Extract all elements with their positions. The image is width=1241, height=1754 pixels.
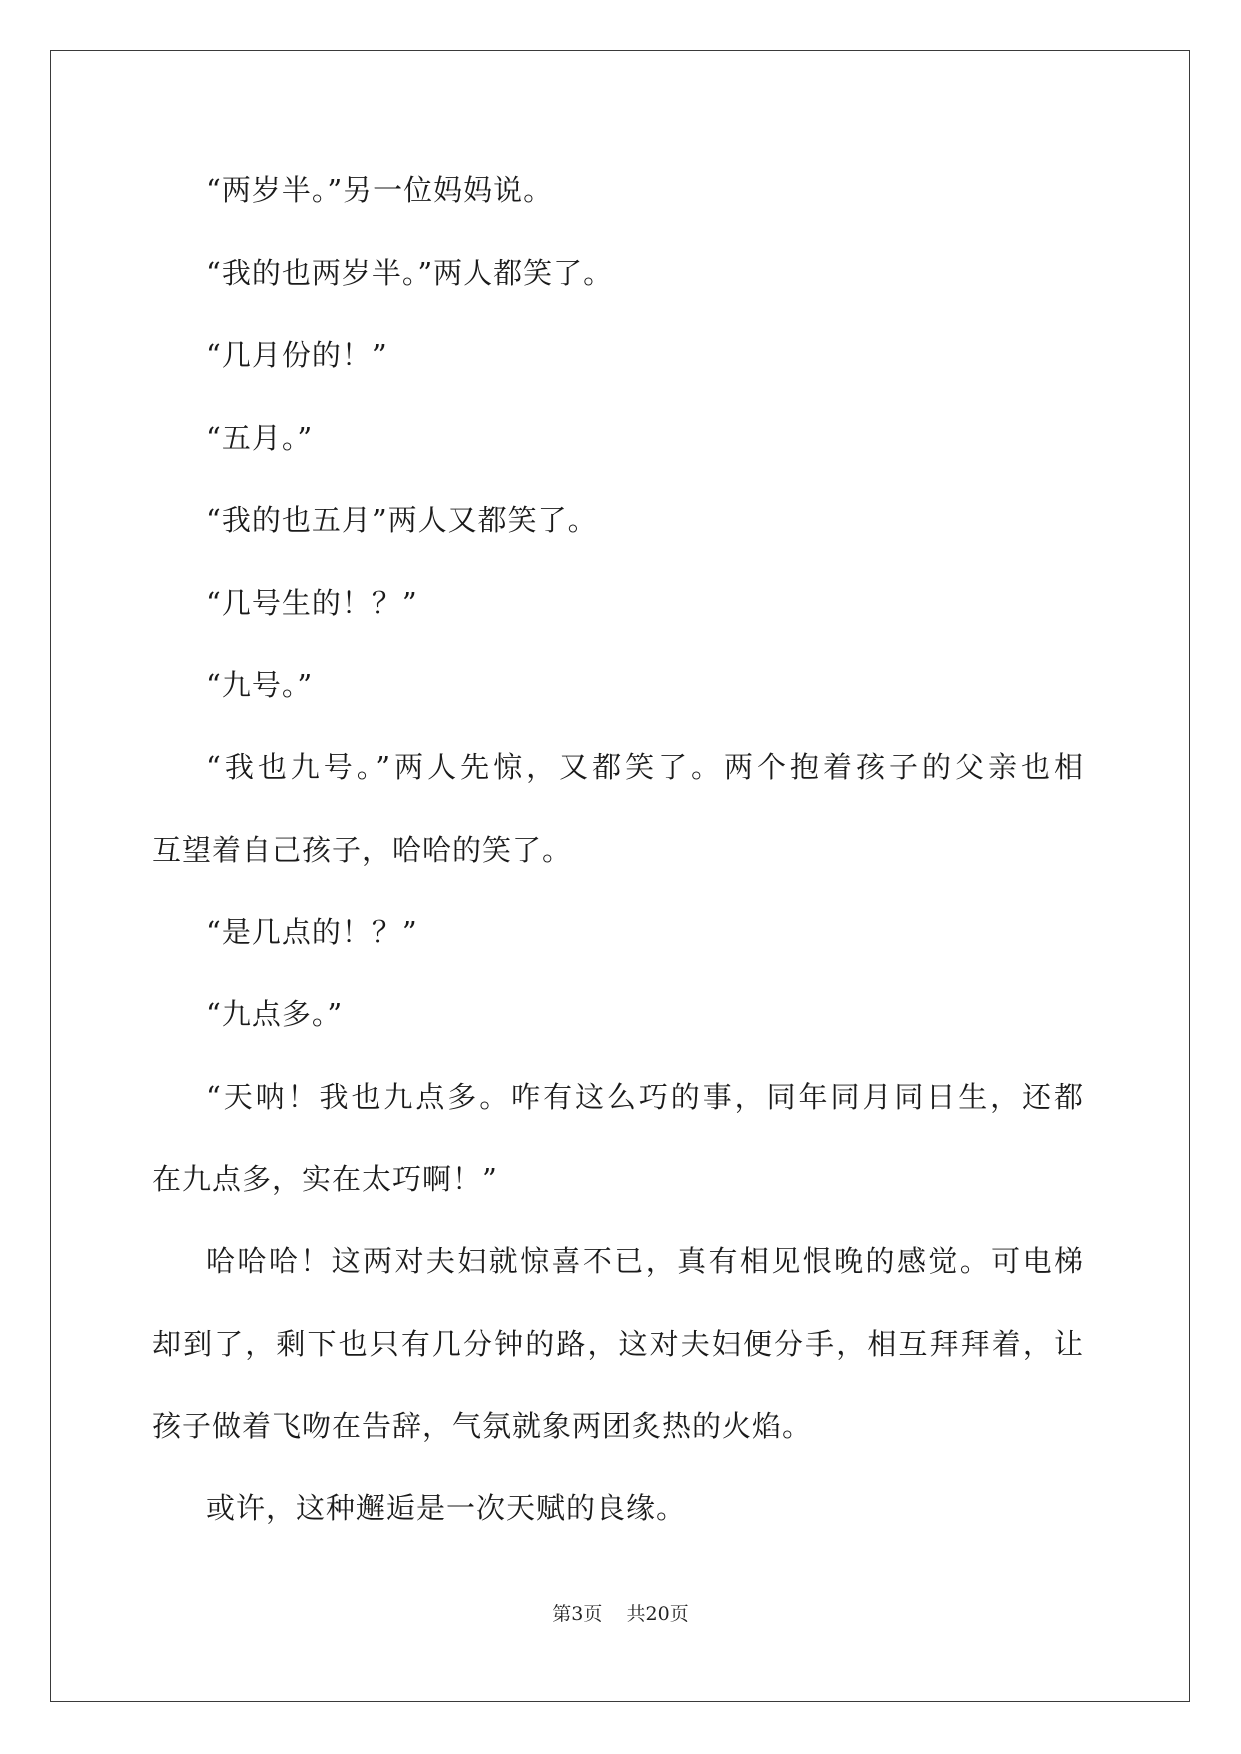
paragraph-line: “九号。” (206, 668, 314, 702)
paragraph-line: “五月。” (206, 421, 314, 455)
page-border (50, 50, 1190, 1702)
paragraph-line: 在九点多，实在太巧啊！” (152, 1162, 498, 1196)
paragraph-line: “几号生的！？” (206, 586, 418, 620)
paragraph-line: “几月份的！” (206, 338, 388, 372)
paragraph-line: 孩子做着飞吻在告辞，气氛就象两团炙热的火焰。 (152, 1409, 813, 1443)
paragraph-line: 互望着自己孩子，哈哈的笑了。 (152, 833, 573, 867)
paragraph-line: “九点多。” (206, 997, 344, 1031)
page-number-footer: 第3页 共20页 (552, 1603, 689, 1625)
paragraph-line: “天呐！我也九点多。咋有这么巧的事，同年同月同日生，还都 (206, 1080, 1083, 1114)
paragraph-line: 哈哈哈！这两对夫妇就惊喜不已，真有相见恨晚的感觉。可电梯 (206, 1244, 1083, 1278)
paragraph-line: 或许，这种邂逅是一次天赋的良缘。 (206, 1491, 687, 1525)
paragraph-line: “两岁半。”另一位妈妈说。 (206, 173, 554, 207)
paragraph-line: “我也九号。”两人先惊，又都笑了。两个抱着孩子的父亲也相 (206, 750, 1083, 784)
paragraph-line: “是几点的！？” (206, 915, 418, 949)
paragraph-line: “我的也五月”两人又都笑了。 (206, 503, 598, 537)
paragraph-line: 却到了，剩下也只有几分钟的路，这对夫妇便分手，相互拜拜着，让 (152, 1327, 1083, 1361)
paragraph-line: “我的也两岁半。”两人都笑了。 (206, 256, 614, 290)
